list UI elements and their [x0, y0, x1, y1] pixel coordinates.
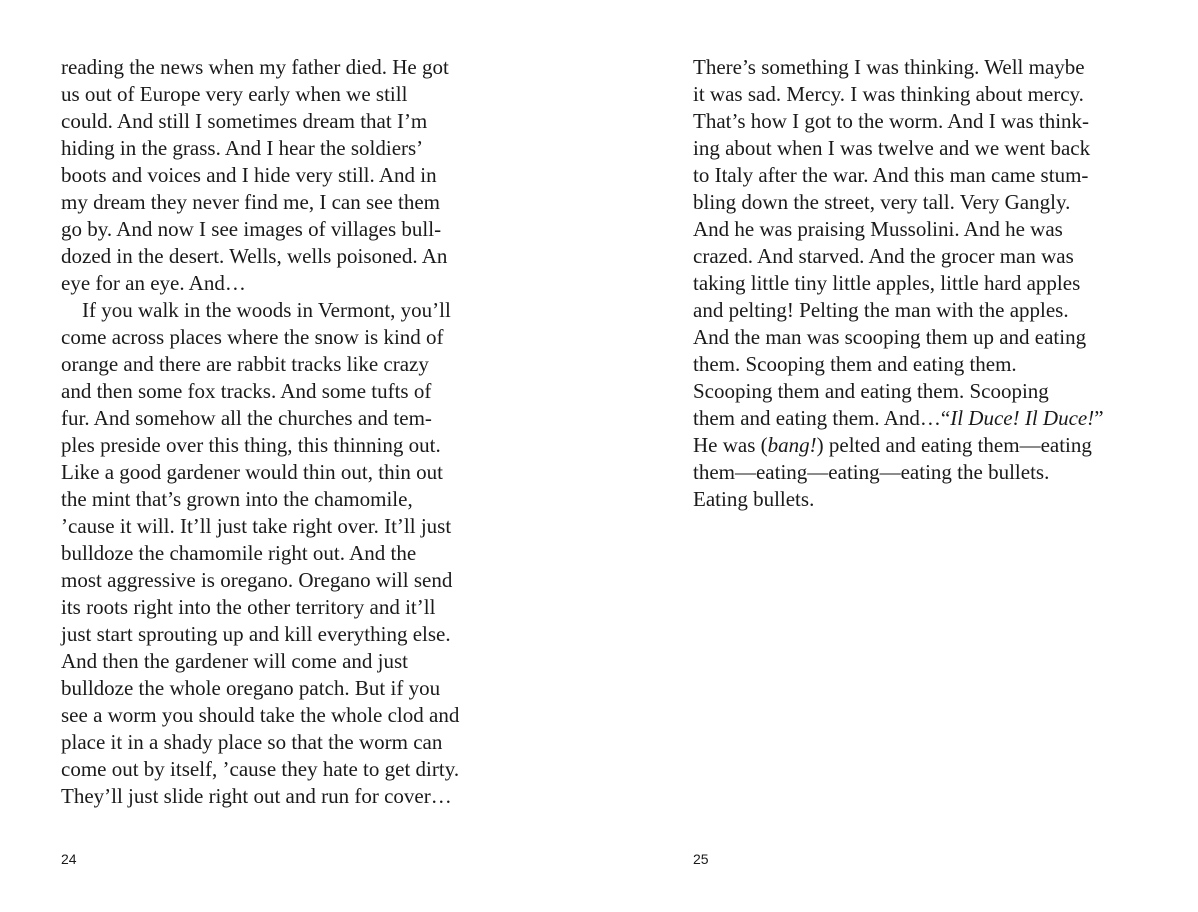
text-line [693, 405, 1133, 432]
text-line: Eating bullets. [693, 487, 815, 511]
text-line: ing about when I was twelve and we went back [693, 136, 1091, 160]
text-line: crazed. And starved. And the grocer man was [693, 244, 1074, 268]
right-page [693, 54, 1133, 513]
text-line: the mint that’s grown into the chamomile, [61, 487, 413, 511]
text-line: And the man was scooping them up and eating [693, 325, 1087, 349]
text-line: dozed in the desert. Wells, wells poisoned. An [61, 244, 448, 268]
text-line: to Italy after the war. And this man came stum- [693, 163, 1089, 187]
text-line: bulldoze the chamomile right out. And the [61, 541, 417, 565]
text-line: its roots right into the other territory and it’ll [61, 595, 436, 619]
text-line: taking little tiny little apples, little hard apples [693, 271, 1081, 295]
text-line: ’cause it will. It’ll just take right over. It’ll just [61, 514, 452, 538]
text-line: bling down the street, very tall. Very Gangly. [693, 190, 1071, 214]
text-line: fur. And somehow all the churches and tem- [61, 406, 432, 430]
text-line: That’s how I got to the worm. And I was think- [693, 109, 1090, 133]
left-page-text [61, 54, 501, 810]
text-line: boots and voices and I hide very still. And in [61, 163, 437, 187]
page-number: 25 [693, 851, 709, 867]
text-segment: He was ( [693, 433, 768, 457]
text-segment: them and eating them. And…“ [693, 406, 951, 430]
left-page [61, 54, 501, 810]
text-line: and pelting! Pelting the man with the apples. [693, 298, 1069, 322]
text-line: place it in a shady place so that the worm can [61, 730, 443, 754]
text-line: eye for an eye. And… [61, 271, 246, 295]
text-line: see a worm you should take the whole clod and [61, 703, 460, 727]
page-number: 24 [61, 851, 77, 867]
text-line: If you walk in the woods in Vermont, you’ll [61, 298, 451, 322]
text-segment: ) pelted and eating them—eating [816, 433, 1092, 457]
text-segment: ” [1094, 406, 1104, 430]
italic-text: Il Duce! Il Duce! [950, 406, 1095, 430]
text-line: my dream they never find me, I can see them [61, 190, 441, 214]
text-line: orange and there are rabbit tracks like crazy [61, 352, 429, 376]
text-line: them. Scooping them and eating them. [693, 352, 1017, 376]
text-line: it was sad. Mercy. I was thinking about mercy. [693, 82, 1084, 106]
text-line: go by. And now I see images of villages bull- [61, 217, 442, 241]
text-line: bulldoze the whole oregano patch. But if you [61, 676, 441, 700]
text-line: There’s something I was thinking. Well maybe [693, 55, 1085, 79]
text-line: most aggressive is oregano. Oregano will send [61, 568, 453, 592]
text-line: hiding in the grass. And I hear the soldiers’ [61, 136, 424, 160]
text-line: Scooping them and eating them. Scooping [693, 379, 1049, 403]
right-page-text [693, 54, 1133, 513]
text-line: just start sprouting up and kill everything else. [61, 622, 451, 646]
text-line: could. And still I sometimes dream that I’m [61, 109, 428, 133]
text-line: us out of Europe very early when we still [61, 82, 408, 106]
text-line: reading the news when my father died. He got [61, 55, 449, 79]
text-line: come out by itself, ’cause they hate to get dirty. [61, 757, 460, 781]
text-line [693, 432, 1133, 459]
text-line: And then the gardener will come and just [61, 649, 408, 673]
text-line: come across places where the snow is kind of [61, 325, 444, 349]
text-line: Like a good gardener would thin out, thin out [61, 460, 444, 484]
text-line: and then some fox tracks. And some tufts of [61, 379, 432, 403]
text-line: ples preside over this thing, this thinning out. [61, 433, 441, 457]
italic-text: bang! [767, 433, 817, 457]
text-line: And he was praising Mussolini. And he was [693, 217, 1063, 241]
text-line: them—eating—eating—eating the bullets. [693, 460, 1050, 484]
text-line: They’ll just slide right out and run for cover… [61, 784, 452, 808]
